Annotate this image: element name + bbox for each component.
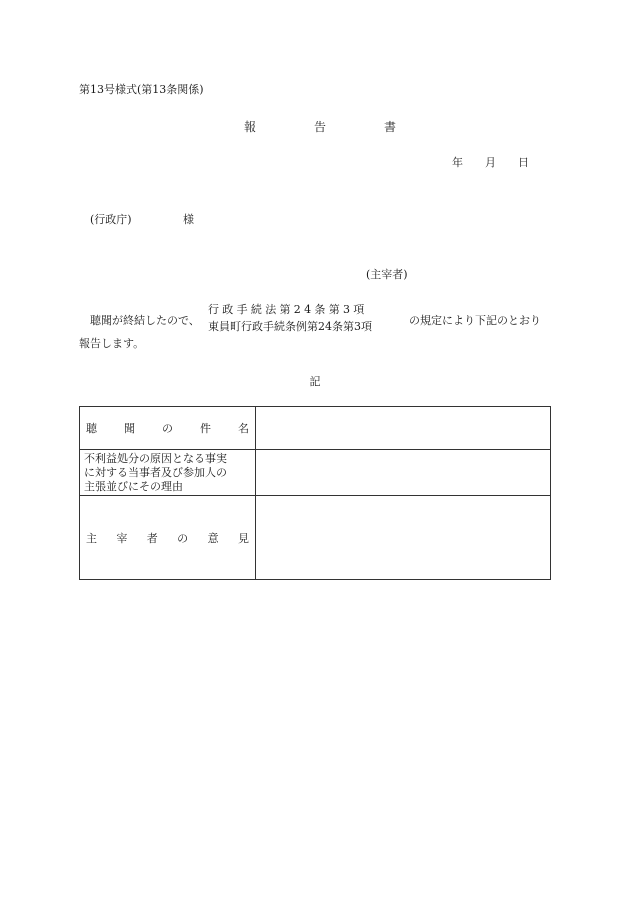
- hearing-subject-label: [80, 407, 256, 450]
- facts-line-2: に対する当事者及び参加人の: [84, 465, 227, 479]
- recipient-name: (行政庁): [90, 213, 132, 226]
- facts-claims-text: [84, 452, 251, 494]
- title-char-1: 報: [243, 120, 256, 134]
- date-month: 月: [485, 156, 496, 169]
- recipient-honorific: 様: [183, 213, 194, 226]
- label-char: 聴: [86, 422, 97, 435]
- form-number: 第13号様式(第13条関係): [79, 83, 204, 96]
- table-row: [80, 496, 551, 580]
- ki-heading: 記: [309, 375, 321, 388]
- body-suffix: の規定により下記のとおり: [409, 314, 541, 327]
- table-row: [80, 407, 551, 450]
- presider-label: (主宰者): [366, 268, 408, 281]
- label-char: 者: [146, 531, 158, 545]
- label-char: 見: [237, 531, 249, 545]
- body-last-line: 報告します。: [79, 337, 145, 350]
- presider-opinion-label: [80, 496, 256, 580]
- label-char: 件: [200, 422, 211, 435]
- date-year: 年: [452, 156, 463, 169]
- label-char: の: [177, 531, 189, 545]
- hearing-subject-value[interactable]: [256, 407, 551, 450]
- facts-claims-label: [80, 450, 256, 496]
- date-line: [452, 154, 529, 170]
- report-table: [79, 406, 551, 580]
- presider-opinion-value[interactable]: [256, 496, 551, 580]
- label-char: 宰: [116, 531, 128, 545]
- label-char: 聞: [124, 422, 135, 435]
- facts-claims-value[interactable]: [256, 450, 551, 496]
- label-char: 意: [207, 531, 219, 545]
- law-reference-2: 東員町行政手続条例第24条第3項: [208, 320, 372, 333]
- document-title: [0, 118, 630, 135]
- title-char-3: 書: [384, 120, 397, 134]
- facts-line-1: 不利益処分の原因となる事実: [84, 451, 227, 465]
- title-char-2: 告: [313, 120, 326, 134]
- label-char: の: [162, 422, 173, 435]
- label-char: 名: [238, 422, 249, 435]
- hearing-subject-text: [84, 420, 251, 436]
- table-row: [80, 450, 551, 496]
- facts-line-3: 主張並びにその理由: [84, 479, 183, 493]
- presider-opinion-text: [84, 530, 251, 546]
- label-char: 主: [86, 531, 97, 545]
- date-day: 日: [518, 156, 529, 169]
- body-intro: 聴聞が終結したので、: [90, 314, 200, 327]
- law-reference-1: 行政手続法第24条第3項: [208, 303, 368, 316]
